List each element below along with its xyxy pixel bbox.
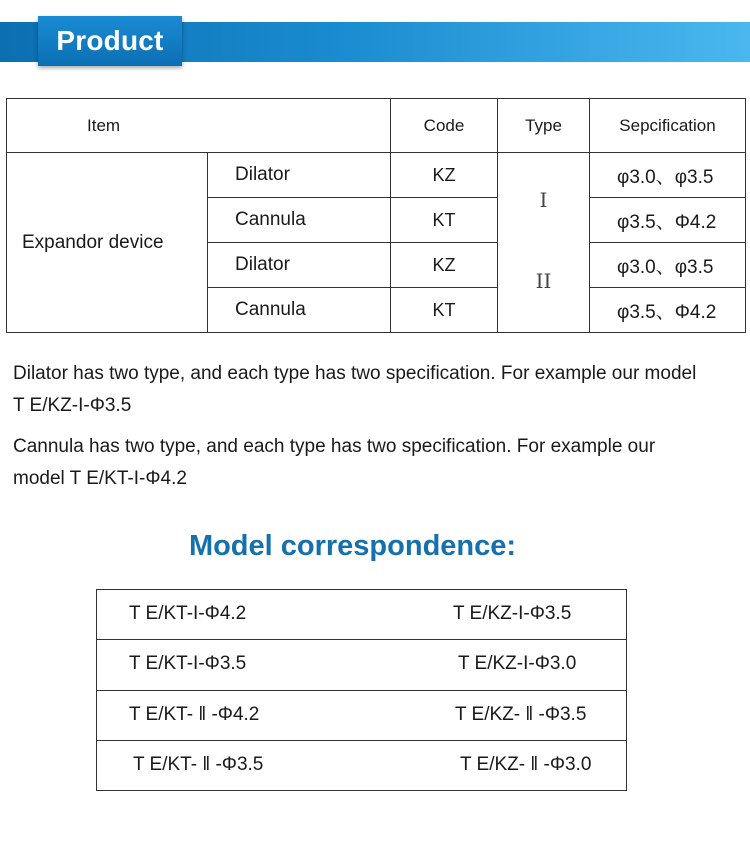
model-right: T E/KZ- ‖ -Φ3.5 <box>455 704 587 725</box>
model-left: T E/KT-I-Φ4.2 <box>129 603 247 624</box>
spec-table-header <box>7 99 746 153</box>
header-spec: Sepcification <box>590 99 746 153</box>
row-spec: φ3.5、Φ4.2 <box>590 198 746 243</box>
product-tab <box>38 16 182 66</box>
dilator-line-1: Dilator has two type, and each type has two specification. For example our model <box>13 363 697 384</box>
dilator-paragraph <box>13 358 738 422</box>
table-row <box>97 590 626 640</box>
cannula-line-2: model T E/KT-I-Φ4.2 <box>13 468 187 489</box>
table-row <box>97 741 626 791</box>
dilator-line-2: T E/KZ-I-Φ3.5 <box>13 395 132 416</box>
cannula-line-1: Cannula has two type, and each type has two specification. For example our <box>13 436 656 457</box>
row-spec: φ3.0、φ3.5 <box>590 243 746 288</box>
table-row <box>7 153 746 198</box>
model-left: T E/KT-I-Φ3.5 <box>129 653 247 674</box>
model-right: T E/KZ-I-Φ3.0 <box>458 653 577 674</box>
spec-table <box>6 98 746 333</box>
row-code: KT <box>391 198 498 243</box>
row-name: Dilator <box>208 243 391 288</box>
table-row <box>97 691 626 741</box>
group-label: Expandor device <box>7 153 208 333</box>
model-right: T E/KZ- ‖ -Φ3.0 <box>460 754 592 775</box>
model-table <box>96 589 627 791</box>
row-code: KZ <box>391 153 498 198</box>
header-code: Code <box>391 99 498 153</box>
model-correspondence-title: Model correspondence: <box>188 530 517 562</box>
row-name: Cannula <box>208 288 391 333</box>
table-row <box>97 640 626 690</box>
header-item: Item <box>7 99 391 153</box>
type-two: II <box>535 268 552 293</box>
type-one: I <box>539 187 548 212</box>
banner-title: Product <box>56 25 164 56</box>
type-cell <box>498 153 590 333</box>
cannula-paragraph <box>13 431 738 495</box>
row-code: KT <box>391 288 498 333</box>
row-spec: φ3.5、Φ4.2 <box>590 288 746 333</box>
row-name: Dilator <box>208 153 391 198</box>
row-name: Cannula <box>208 198 391 243</box>
model-left: T E/KT- ‖ -Φ4.2 <box>129 704 260 725</box>
header-type: Type <box>498 99 590 153</box>
model-right: T E/KZ-I-Φ3.5 <box>453 603 572 624</box>
row-code: KZ <box>391 243 498 288</box>
model-left: T E/KT- ‖ -Φ3.5 <box>133 754 264 775</box>
row-spec: φ3.0、φ3.5 <box>590 153 746 198</box>
